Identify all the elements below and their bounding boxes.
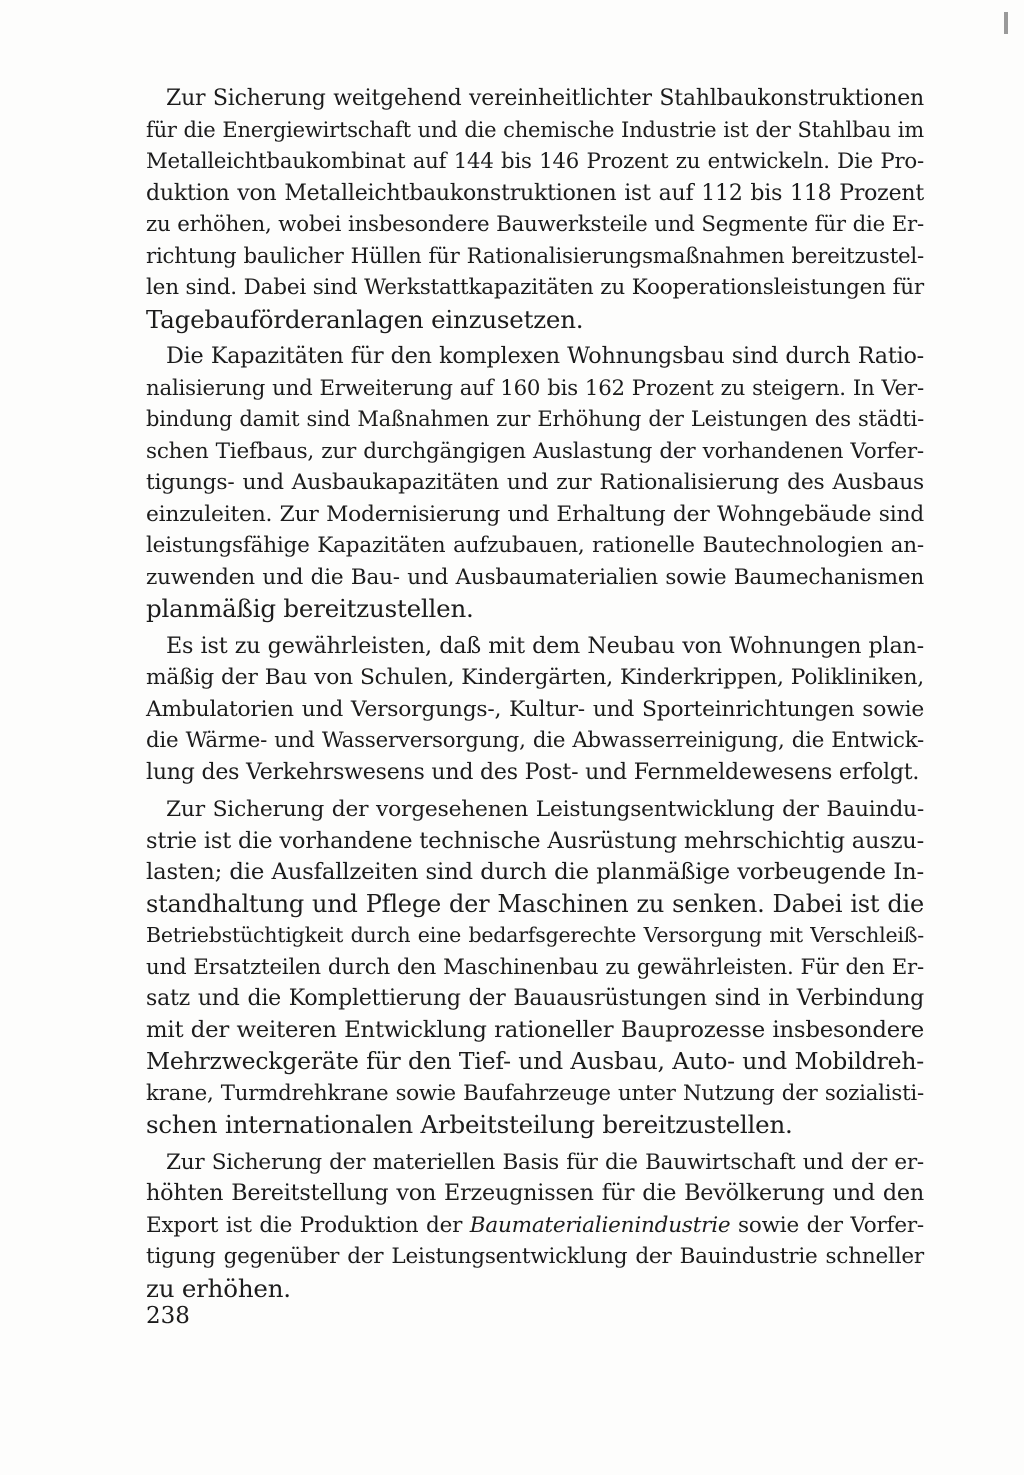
text-line: satz und die Komplettierung der Bauausrüstungen sind in Verbindung — [146, 986, 924, 1011]
text-line: lung des Verkehrswesens und des Post- und Fernmeldewesens erfolgt. — [146, 759, 920, 785]
text-line: für die Energiewirtschaft und die chemische Industrie ist der Stahlbau im — [146, 117, 924, 142]
text-line: Zur Sicherung weitgehend vereinheitlichter Stahlbaukonstruktionen — [166, 86, 924, 111]
text-line: zuwenden und die Bau- und Ausbaumaterialien sowie Baumechanismen — [146, 564, 924, 590]
text-line: Die Kapazitäten für den komplexen Wohnungsbau sind durch Ratio- — [166, 343, 924, 369]
paragraph-2 — [146, 341, 924, 625]
text-line: zu erhöhen. — [146, 1273, 291, 1303]
text-line: krane, Turmdrehkrane sowie Baufahrzeuge unter Nutzung der sozialisti- — [146, 1080, 924, 1106]
text-line: einzuleiten. Zur Modernisierung und Erhaltung der Wohngebäude sind — [146, 501, 924, 527]
text-line: schen Tiefbaus, zur durchgängigen Auslastung der vorhandenen Vorfer- — [146, 438, 924, 464]
text-line: richtung baulicher Hüllen für Rationalisierungsmaßnahmen bereitzustel- — [146, 243, 924, 269]
text-line-mixed — [146, 1210, 924, 1242]
text-line: Mehrzweckgeräte für den Tief- und Ausbau, Auto- und Mobildreh- — [146, 1047, 924, 1075]
text-line: nalisierung und Erweiterung auf 160 bis 162 Prozent zu steigern. In Ver- — [146, 375, 924, 401]
paragraph-3 — [146, 631, 924, 789]
text-line: Betriebstüchtigkeit durch eine bedarfsgerechte Versorgung mit Verschleiß- — [146, 923, 924, 947]
paragraph-1 — [146, 83, 924, 335]
text-run: Export ist die Produktion der — [146, 1212, 470, 1238]
text-line: strie ist die vorhandene technische Ausrüstung mehrschichtig auszu- — [146, 827, 924, 854]
text-line: die Wärme- und Wasserversorgung, die Abwasserreinigung, die Entwick- — [146, 728, 924, 753]
text-line: len sind. Dabei sind Werkstattkapazitäten zu Kooperationsleistungen für — [146, 275, 924, 300]
text-line: schen internationalen Arbeitsteilung bereitzustellen. — [146, 1110, 793, 1139]
text-line: tigung gegenüber der Leistungsentwicklung der Bauindustrie schneller — [146, 1244, 924, 1269]
italic-term: Baumaterialienindustrie — [469, 1212, 731, 1238]
body-text — [146, 83, 924, 1310]
scan-margin-mark — [1004, 12, 1008, 34]
text-line: Metalleichtbaukombinat auf 144 bis 146 Prozent zu entwickeln. Die Pro- — [146, 149, 924, 174]
text-line: höhten Bereitstellung von Erzeugnissen für die Bevölkerung und den — [146, 1180, 924, 1206]
text-line: Zur Sicherung der materiellen Basis für die Bauwirtschaft und der er- — [166, 1149, 924, 1175]
text-line: und Ersatzteilen durch den Maschinenbau zu gewährleisten. Für den Er- — [146, 954, 924, 980]
text-line: tigungs- und Ausbaukapazitäten und zur Rationalisierung des Ausbaus — [146, 470, 924, 495]
paragraph-5 — [146, 1147, 924, 1305]
page-number: 238 — [146, 1303, 190, 1329]
text-line: lasten; die Ausfallzeiten sind durch die planmäßige vorbeugende In- — [146, 859, 924, 885]
text-line: Tagebauförderanlagen einzusetzen. — [146, 304, 584, 334]
text-line: mäßig der Bau von Schulen, Kindergärten, Kinderkrippen, Polikliniken, — [146, 665, 924, 690]
text-line: bindung damit sind Maßnahmen zur Erhöhung der Leistungen des städti- — [146, 407, 924, 431]
paragraph-4 — [146, 794, 924, 1141]
text-line: Zur Sicherung der vorgesehenen Leistungsentwicklung der Bauindu- — [166, 797, 924, 822]
text-line: duktion von Metalleichtbaukonstruktionen ist auf 112 bis 118 Prozent — [146, 180, 924, 206]
text-line: mit der weiteren Entwicklung rationeller Bauprozesse insbesondere — [146, 1016, 924, 1043]
text-line: Ambulatorien und Versorgungs-, Kultur- und Sporteinrichtungen sowie — [146, 696, 924, 722]
text-line: zu erhöhen, wobei insbesondere Bauwerksteile und Segmente für die Er- — [146, 212, 924, 237]
text-line: standhaltung und Pflege der Maschinen zu senken. Dabei ist die — [146, 889, 924, 918]
text-run: sowie der Vorfer- — [730, 1212, 924, 1238]
text-line: leistungsfähige Kapazitäten aufzubauen, rationelle Bautechnologien an- — [146, 533, 924, 558]
text-line: planmäßig bereitzustellen. — [146, 594, 474, 623]
text-line: Es ist zu gewährleisten, daß mit dem Neubau von Wohnungen plan- — [166, 632, 924, 659]
